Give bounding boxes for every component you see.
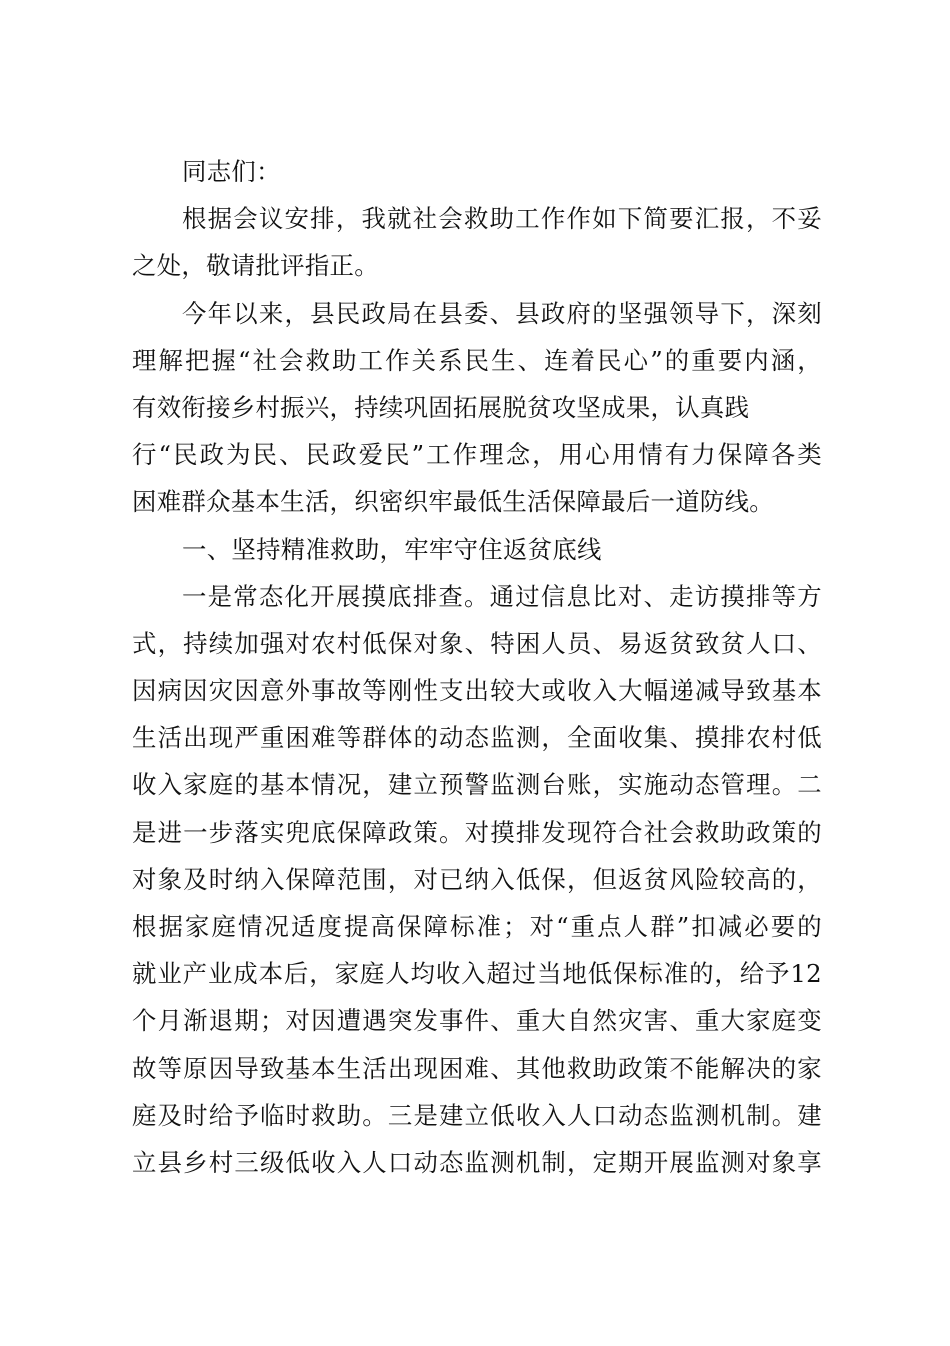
document-line: 一、坚持精准救助，牢牢守住返贫底线	[182, 534, 602, 564]
document-line: 之处，敬请批评指正。	[132, 251, 379, 281]
document-line: 一是常态化开展摸底排查。通过信息比对、走访摸排等方	[182, 581, 822, 611]
document-line: 对象及时纳入保障范围，对已纳入低保，但返贫风险较高的，	[132, 864, 822, 894]
document-line: 故等原因导致基本生活出现困难、其他救助政策不能解决的家	[132, 1053, 822, 1083]
document-line: 生活出现严重困难等群体的动态监测，全面收集、摸排农村低	[132, 723, 822, 753]
document-line: 就业产业成本后，家庭人均收入超过当地低保标准的，给予12	[132, 959, 822, 989]
document-line: 困难群众基本生活，织密织牢最低生活保障最后一道防线。	[132, 487, 774, 517]
document-line: 因病因灾因意外事故等刚性支出较大或收入大幅递减导致基本	[132, 676, 822, 706]
document-line: 根据会议安排，我就社会救助工作作如下简要汇报，不妥	[182, 204, 822, 234]
document-line: 收入家庭的基本情况，建立预警监测台账，实施动态管理。二	[132, 770, 822, 800]
document-line: 立县乡村三级低收入人口动态监测机制，定期开展监测对象享	[132, 1147, 822, 1177]
document-line: 庭及时给予临时救助。三是建立低收入人口动态监测机制。建	[132, 1100, 822, 1130]
document-line: 是进一步落实兜底保障政策。对摸排发现符合社会救助政策的	[132, 817, 822, 847]
document-line: 根据家庭情况适度提高保障标准；对“重点人群”扣减必要的	[132, 912, 822, 941]
document-line: 今年以来，县民政局在县委、县政府的坚强领导下，深刻	[182, 298, 822, 328]
document-body	[132, 148, 822, 1186]
document-line: 同志们：	[182, 157, 281, 186]
document-line: 个月渐退期；对因遭遇突发事件、重大自然灾害、重大家庭变	[132, 1006, 822, 1036]
document-line: 理解把握“社会救助工作关系民生、连着民心”的重要内涵，	[132, 345, 822, 375]
document-line: 式，持续加强对农村低保对象、特困人员、易返贫致贫人口、	[132, 628, 822, 658]
document-line: 行“民政为民、民政爱民”工作理念，用心用情有力保障各类	[132, 440, 822, 470]
document-line: 有效衔接乡村振兴，持续巩固拓展脱贫攻坚成果，认真践	[132, 392, 750, 422]
